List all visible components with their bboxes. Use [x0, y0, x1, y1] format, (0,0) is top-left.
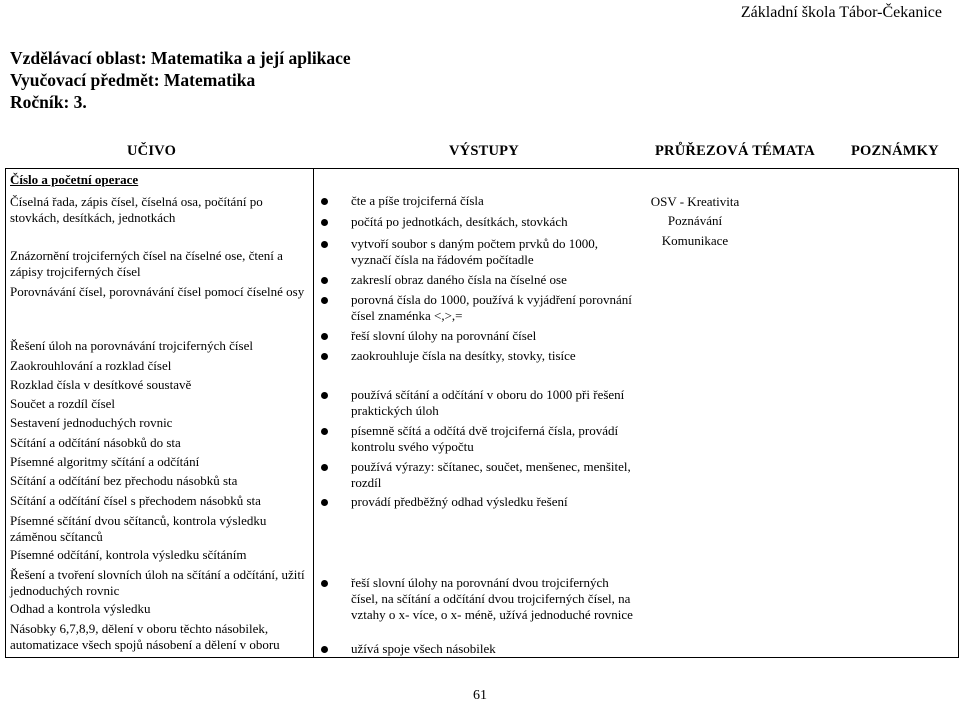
grade-line: Ročník: 3. — [10, 92, 87, 112]
bullet-icon — [321, 392, 328, 399]
bullet-icon — [321, 428, 328, 435]
subject-line: Vyučovací předmět: Matematika — [10, 70, 256, 90]
vystup-item: porovná čísla do 1000, používá k vyjádření porovnání čísel znaménka <,>,= — [351, 292, 632, 323]
ucivo-item: Rozklad čísla v desítkové soustavě — [10, 377, 192, 392]
column-header-prurezova: PRŮŘEZOVÁ TÉMATA — [655, 143, 815, 159]
pt-item: Komunikace — [661, 233, 729, 248]
ucivo-item: Písemné odčítání, kontrola výsledku sčítáním — [10, 547, 247, 562]
vystup-item: řeší slovní úlohy na porovnání dvou trojciferných čísel, na sčítání a odčítání dvou trojciferných čísel, na vztahy o x- více, o x- méně, užívá jednoduché rovnice — [351, 575, 633, 622]
vystup-item: počítá po jednotkách, desítkách, stovkách — [351, 214, 568, 229]
ucivo-item: Sčítání a odčítání násobků do sta — [10, 435, 181, 450]
vystup-item: užívá spoje všech násobilek — [351, 641, 496, 656]
page-number: 61 — [473, 688, 487, 703]
bullet-icon — [321, 464, 328, 471]
area-line: Vzdělávací oblast: Matematika a její aplikace — [10, 48, 351, 68]
column-header-poznamky: POZNÁMKY — [851, 143, 939, 159]
ucivo-item: Násobky 6,7,8,9, dělení v oboru těchto násobilek, automatizace všech spojů násobení a dělení v oboru — [10, 621, 280, 652]
vystup-item: zakreslí obraz daného čísla na číselné ose — [351, 272, 567, 287]
bullet-icon — [321, 333, 328, 340]
school-name: Základní škola Tábor-Čekanice — [740, 4, 942, 21]
bullet-icon — [321, 646, 328, 653]
pt-item: Poznávání — [667, 213, 723, 228]
vystup-item: používá výrazy: sčítanec, součet, menšenec, menšitel, rozdíl — [351, 459, 631, 490]
vystup-item: zaokrouhluje čísla na desítky, stovky, tisíce — [351, 348, 576, 363]
vystup-item: vytvoří soubor s daným počtem prvků do 1000, vyznačí čísla na řádovém počítadle — [351, 236, 598, 267]
ucivo-item: Porovnávání čísel, porovnávání čísel pomocí číselné osy — [10, 284, 305, 299]
bullet-icon — [321, 219, 328, 226]
ucivo-item: Řešení a tvoření slovních úloh na sčítání a odčítání, užití jednoduchých rovnic — [10, 567, 305, 598]
vystup-item: používá sčítání a odčítání v oboru do 1000 při řešení praktických úloh — [351, 387, 625, 418]
column-header-ucivo: UČIVO — [127, 143, 177, 159]
ucivo-item: Písemné sčítání dvou sčítanců, kontrola výsledku záměnou sčítanců — [10, 513, 267, 544]
ucivo-section-title: Číslo a početní operace — [10, 172, 139, 187]
bullet-icon — [321, 297, 328, 304]
vystup-item: provádí předběžný odhad výsledku řešení — [351, 494, 568, 509]
bullet-icon — [321, 241, 328, 248]
pt-item: OSV - Kreativita — [650, 194, 740, 209]
bullet-icon — [321, 580, 328, 587]
ucivo-item: Součet a rozdíl čísel — [10, 396, 116, 411]
column-divider — [313, 168, 314, 658]
ucivo-item: Odhad a kontrola výsledku — [10, 601, 151, 616]
ucivo-item: Písemné algoritmy sčítání a odčítání — [10, 454, 200, 469]
bullet-icon — [321, 198, 328, 205]
ucivo-item: Zaokrouhlování a rozklad čísel — [10, 358, 172, 373]
bullet-icon — [321, 353, 328, 360]
ucivo-item: Číselná řada, zápis čísel, číselná osa, počítání po stovkách, desítkách, jednotkách — [10, 194, 263, 225]
bullet-icon — [321, 277, 328, 284]
ucivo-item: Sčítání a odčítání čísel s přechodem násobků sta — [10, 493, 261, 508]
ucivo-item: Znázornění trojciferných čísel na číselné ose, čtení a zápisy trojciferných čísel — [10, 248, 283, 279]
page-heading — [10, 47, 351, 113]
ucivo-item: Sestavení jednoduchých rovnic — [10, 415, 173, 430]
vystup-item: řeší slovní úlohy na porovnání čísel — [351, 328, 537, 343]
bullet-icon — [321, 499, 328, 506]
column-header-vystupy: VÝSTUPY — [449, 143, 519, 159]
vystup-item: písemně sčítá a odčítá dvě trojciferná čísla, provádí kontrolu svého výpočtu — [351, 423, 619, 454]
ucivo-item: Sčítání a odčítání bez přechodu násobků sta — [10, 473, 238, 488]
ucivo-item: Řešení úloh na porovnávání trojciferných čísel — [10, 338, 253, 353]
vystup-item: čte a píše trojciferná čísla — [351, 193, 484, 208]
